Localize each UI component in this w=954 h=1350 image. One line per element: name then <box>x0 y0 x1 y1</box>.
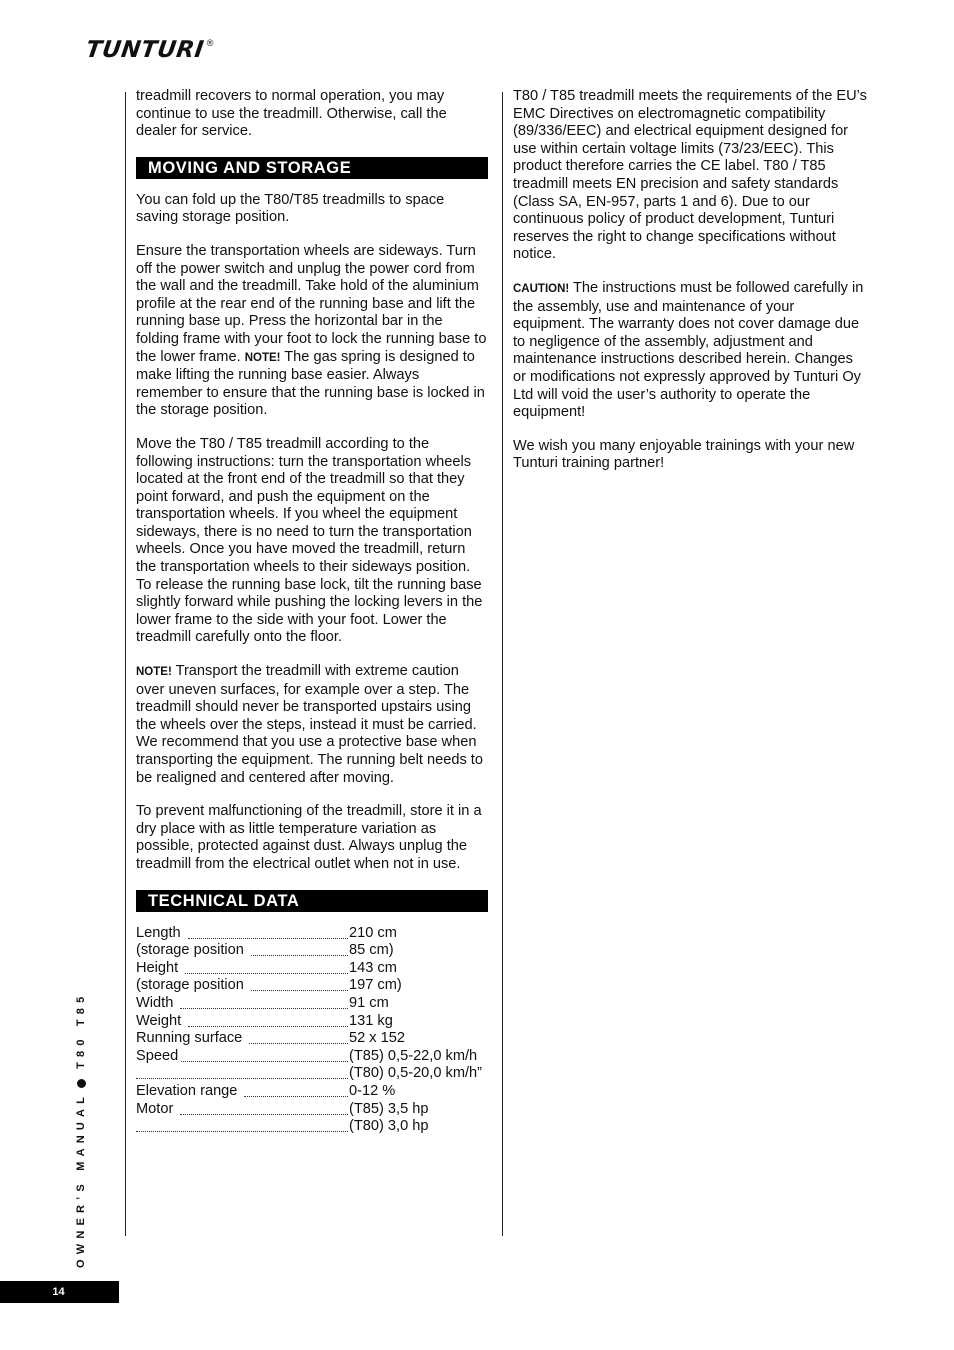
spec-row <box>136 1101 488 1119</box>
storage-paragraph <box>136 243 488 420</box>
spec-value: (T85) 0,5-22,0 km/h <box>349 1047 478 1064</box>
spec-row <box>136 1030 488 1048</box>
spec-value: (T85) 3,5 hp <box>349 1100 429 1117</box>
spec-label: Motor <box>136 1100 178 1117</box>
right-column <box>513 88 868 489</box>
spec-row <box>136 942 488 960</box>
page-number: 14 <box>52 1286 65 1298</box>
spec-value: 91 cm <box>349 994 389 1011</box>
caution-text: The instructions must be followed carefully in the assembly, use and maintenance of your equipment. The warranty does not cover damage due to negligence of the assembly, adjustment and maintenance instructions described herein. Changes or modifications not expressly approved by Tunturi Oy Ltd will void the user’s authority to operate the equipment! <box>513 279 864 421</box>
dot-leader <box>188 1013 348 1027</box>
spec-value: 210 cm <box>349 924 397 941</box>
spec-row <box>136 1048 488 1066</box>
dot-leader <box>251 942 348 956</box>
fold-paragraph: You can fold up the T80/T85 treadmills to space saving storage position. <box>136 191 445 226</box>
dot-leader <box>180 1101 348 1115</box>
column-divider <box>502 92 503 1236</box>
spec-row <box>136 1118 488 1136</box>
spec-value: 197 cm) <box>349 977 402 994</box>
spec-label: Length <box>136 924 185 941</box>
spec-value: (T80) 0,5-20,0 km/h” <box>349 1065 483 1082</box>
spec-table <box>136 925 488 1136</box>
storage-care-paragraph: To prevent malfunctioning of the treadmill, store it in a dry place with as little temperature variation as possible, protected against dust. Always unplug the treadmill from the electrical outlet when not in use. <box>136 803 482 872</box>
closing-paragraph: We wish you many enjoyable trainings with your new Tunturi training partner! <box>513 437 855 472</box>
spec-label: Speed <box>136 1047 179 1064</box>
storage-text-a: Ensure the transportation wheels are sideways. Turn off the power switch and unplug the power cord from the wall and the treadmill. Take hold of the aluminium profile at the rear end of the running base and lift the running base up. Press the horizontal bar in the folding frame with your foot to lock the running base to the lower frame. <box>136 242 487 365</box>
spec-label: (storage position <box>136 977 248 994</box>
spec-value: 52 x 152 <box>349 1030 405 1047</box>
spec-value: 0-12 % <box>349 1082 396 1099</box>
dot-leader <box>180 995 348 1009</box>
move-paragraph: Move the T80 / T85 treadmill according to the following instructions: turn the transportation wheels located at the front end of the treadmill so that they point forward, and push the equipment on the transportation wheels. If you wheel the equipment sideways, there is no need to turn the transportation wheels. Once you have moved the treadmill, return the transportation wheels to their sideways position. To release the running base lock, tilt the running base slightly forward while pushing the locking levers in the lower frame to the side with your foot. Lower the treadmill carefully onto the floor. <box>136 435 483 646</box>
spec-value: 143 cm <box>349 959 397 976</box>
caution-paragraph <box>513 280 868 422</box>
dot-leader <box>185 960 348 974</box>
left-rule <box>125 92 126 1236</box>
logo-wordmark: TUNTURI <box>84 37 206 63</box>
storage-text-b: The gas spring is designed to make lifting the running base easier. Always remember to ensure that the running base is locked in the storage position. <box>136 348 485 419</box>
spec-value: 131 kg <box>349 1012 393 1029</box>
spec-label: Height <box>136 959 183 976</box>
transport-note-paragraph <box>136 663 488 787</box>
spec-row <box>136 977 488 995</box>
spec-value: (T80) 3,0 hp <box>349 1118 429 1135</box>
dot-leader <box>188 925 348 939</box>
note-label: NOTE! <box>136 666 172 679</box>
dot-leader <box>181 1048 348 1062</box>
spec-row <box>136 995 488 1013</box>
bullet-icon <box>77 1079 86 1088</box>
dot-leader <box>136 1065 348 1079</box>
spec-row <box>136 1065 488 1083</box>
tunturi-logo <box>86 36 213 66</box>
technical-data-heading: TECHNICAL DATA <box>136 890 488 912</box>
spec-row <box>136 1083 488 1101</box>
page-number-box <box>0 1281 119 1303</box>
spec-label: Elevation range <box>136 1082 242 1099</box>
spec-label: Running surface <box>136 1030 247 1047</box>
model-label: T80 T85 <box>75 991 87 1069</box>
transport-note-text: Transport the treadmill with extreme caution over uneven surfaces, for example over a step. The treadmill should never be transported upstairs using the wheels over the steps, instead it must be carried. We recommend that you use a protective base when transporting the equipment. The running belt needs to be realigned and centered after moving. <box>136 663 483 786</box>
left-column <box>136 88 488 1136</box>
spec-row <box>136 1013 488 1031</box>
spec-row <box>136 960 488 978</box>
caution-label: CAUTION! <box>513 282 570 295</box>
note-label: NOTE! <box>244 351 281 364</box>
spec-label: Weight <box>136 1012 186 1029</box>
moving-storage-heading: MOVING AND STORAGE <box>136 157 488 179</box>
registered-mark: ® <box>206 38 214 48</box>
spec-label: Width <box>136 994 178 1011</box>
compliance-paragraph: T80 / T85 treadmill meets the requirements of the EU’s EMC Directives on electromagnetic compatibility (89/336/EEC) and electrical equipment designed for use within certain voltage limits (73/23/EEC). This product therefore carries the CE label. T80 / T85 treadmill meets EN precision and safety standards (Class SA, EN-957, parts 1 and 6). Due to our continuous policy of product development, Tunturi reserves the right to change specifications without notice. <box>513 88 867 263</box>
dot-leader <box>244 1083 348 1097</box>
spec-label: (storage position <box>136 942 248 959</box>
dot-leader <box>136 1118 348 1132</box>
dot-leader <box>249 1030 348 1044</box>
dot-leader <box>251 977 348 991</box>
owners-manual-label: OWNER’S MANUAL <box>75 1091 87 1268</box>
manual-side-label <box>75 992 87 1268</box>
spec-value: 85 cm) <box>349 942 394 959</box>
intro-paragraph: treadmill recovers to normal operation, you may continue to use the treadmill. Otherwise, call the dealer for service. <box>136 88 447 140</box>
spec-row <box>136 925 488 943</box>
